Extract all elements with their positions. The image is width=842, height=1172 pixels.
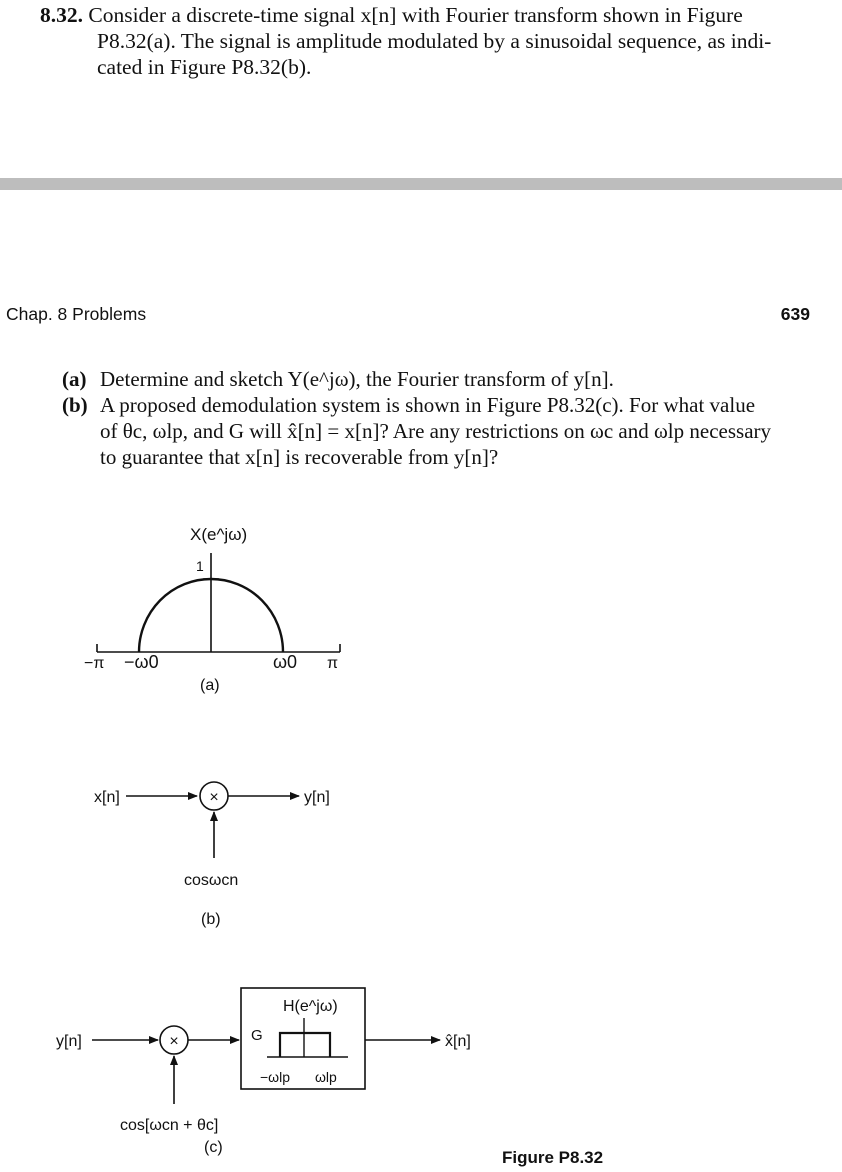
fig-c-pos-cutoff: ωlp — [315, 1069, 337, 1085]
fig-c-neg-cutoff: −ωlp — [260, 1069, 291, 1085]
fig-b-input-label: x[n] — [94, 789, 120, 806]
fig-a-label-w0: ω0 — [273, 652, 298, 672]
fig-a-caption: (a) — [200, 677, 220, 694]
part-b-line-1: A proposed demodulation system is shown in Figure P8.32(c). For what value — [100, 393, 756, 417]
problem-line-2: P8.32(a). The signal is amplitude modulated by a sinusoidal sequence, as indi- — [97, 29, 772, 53]
fig-a-label-neg-w0: −ω0 — [124, 652, 159, 672]
fig-b-output-label: y[n] — [304, 789, 330, 806]
fig-c-output-label: x̂[n] — [445, 1033, 471, 1050]
fig-c-input-label: y[n] — [56, 1033, 82, 1050]
part-b-label: (b) — [62, 393, 88, 417]
problem-line-1: Consider a discrete-time signal x[n] with Fourier transform shown in Figure — [88, 3, 743, 27]
figure-b — [94, 782, 330, 928]
fig-b-multiplier-symbol: × — [209, 789, 219, 806]
fig-c-caption: (c) — [204, 1139, 223, 1156]
part-a-label: (a) — [62, 367, 87, 391]
figure-c — [56, 988, 471, 1156]
fig-a-label-neg-pi: −π — [84, 655, 105, 672]
fig-a-peak-label: 1 — [196, 558, 204, 574]
fig-b-carrier-label: cosωcn — [184, 872, 239, 889]
problem-line-3: cated in Figure P8.32(b). — [97, 55, 312, 79]
fig-c-multiplier-symbol: × — [169, 1033, 179, 1050]
fig-b-caption: (b) — [201, 911, 221, 928]
fig-a-label-pi: π — [327, 655, 339, 672]
problem-number: 8.32. — [40, 3, 83, 27]
chapter-label: Chap. 8 Problems — [6, 304, 147, 324]
figure-label: Figure P8.32 — [502, 1148, 604, 1167]
figure-a — [84, 525, 340, 694]
fig-c-carrier-label: cos[ωcn + θc] — [120, 1117, 219, 1134]
part-a-text: Determine and sketch Y(e^jω), the Fourier transform of y[n]. — [100, 367, 614, 391]
page-number: 639 — [780, 304, 810, 324]
fig-a-title: X(e^jω) — [190, 525, 248, 544]
part-b-line-3: to guarantee that x[n] is recoverable from y[n]? — [100, 445, 499, 469]
part-b-line-2: of θc, ωlp, and G will x̂[n] = x[n]? Are any restrictions on ωc and ωlp necessary — [100, 419, 772, 443]
fig-c-filter-title: H(e^jω) — [283, 998, 338, 1015]
fig-c-gain-label: G — [251, 1027, 263, 1044]
